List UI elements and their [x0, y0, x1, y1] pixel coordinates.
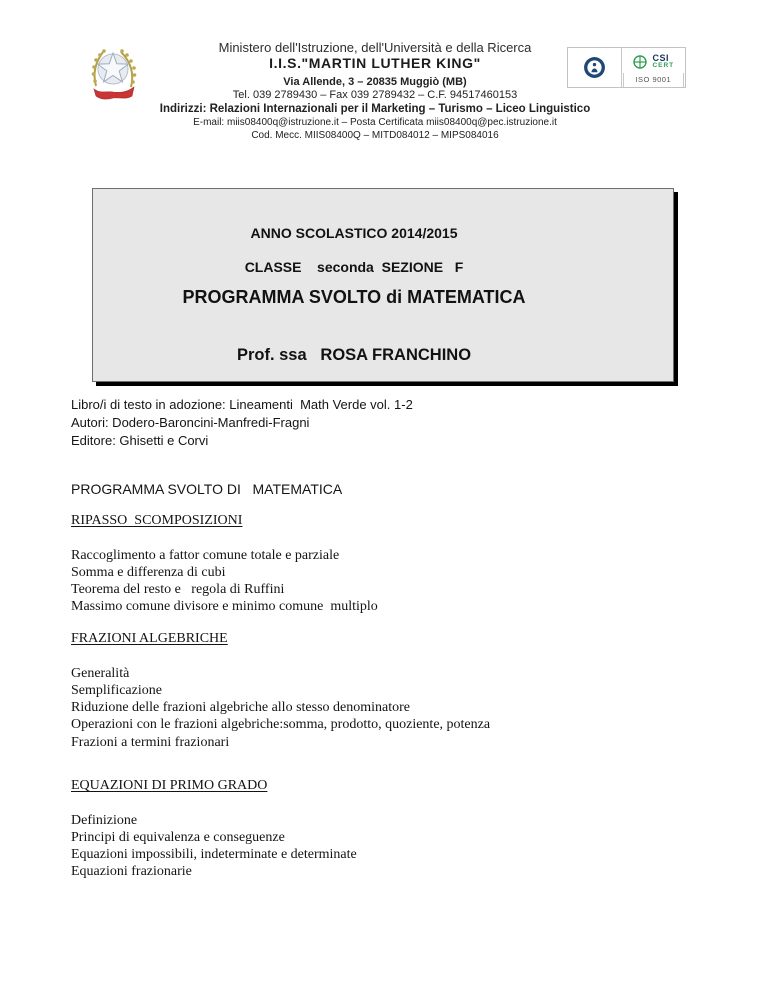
- textbook-info: [71, 396, 631, 450]
- italy-emblem-icon: [90, 45, 138, 103]
- phone-line: Tel. 039 2789430 – Fax 039 2789432 – C.F. 94517460153: [232, 89, 518, 101]
- letterhead-text: [140, 40, 610, 142]
- section-item: Riduzione delle frazioni algebriche allo stesso denominatore: [71, 700, 410, 716]
- spacer: [71, 529, 671, 546]
- certification-box: [567, 47, 686, 88]
- csi-globe-icon: [632, 54, 648, 70]
- section-title: FRAZIONI ALGEBRICHE: [71, 631, 228, 646]
- title-box: [92, 188, 674, 382]
- spacer: [71, 794, 671, 811]
- csi-label: CSI: [652, 52, 669, 63]
- section-title: RIPASSO SCOMPOSIZIONI: [71, 513, 243, 528]
- publisher-line: Editore: Ghisetti e Corvi: [71, 433, 209, 448]
- section-item: Operazioni con le frazioni algebriche:somma, prodotto, quoziente, potenza: [71, 717, 491, 733]
- section-frazioni-algebriche: [71, 630, 671, 751]
- textbook-line: Libro/i di testo in adozione: Lineamenti Math Verde vol. 1-2: [71, 397, 413, 412]
- section-item: Equazioni impossibili, indeterminate e determinate: [71, 847, 357, 863]
- csi-logo-row: [622, 48, 685, 73]
- iso-9001-label: ISO 9001: [623, 73, 684, 87]
- section-item: Generalità: [71, 665, 130, 681]
- section-item: Massimo comune divisore e minimo comune multiplo: [71, 599, 378, 615]
- address-line: Via Allende, 3 – 20835 Muggiò (MB): [283, 76, 467, 88]
- cert-label: CERT: [652, 61, 675, 69]
- email-line: E-mail: miis08400q@istruzione.it – Posta Certificata miis08400q@pec.istruzione.it: [193, 117, 557, 128]
- csi-wordmark: [652, 54, 674, 70]
- csi-cert-cell: [621, 48, 685, 87]
- section-item: Frazioni a termini frazionari: [71, 734, 230, 750]
- authors-line: Autori: Dodero-Baroncini-Manfredi-Fragni: [71, 415, 310, 430]
- section-item: Semplificazione: [71, 682, 162, 698]
- program-heading: PROGRAMMA SVOLTO DI MATEMATICA: [71, 481, 343, 497]
- section-item: Principi di equivalenza e conseguenze: [71, 829, 285, 845]
- spacer: [71, 647, 671, 664]
- school-name: I.I.S."MARTIN LUTHER KING": [269, 55, 481, 71]
- ministry-line: Ministero dell'Istruzione, dell'Università e della Ricerca: [218, 40, 532, 55]
- accredia-logo-icon: [583, 56, 606, 79]
- tracks-line: Indirizzi: Relazioni Internazionali per il Marketing – Turismo – Liceo Linguistico: [159, 103, 591, 115]
- program-title: PROGRAMMA SVOLTO di MATEMATICA: [182, 287, 526, 307]
- section-item: Teorema del resto e regola di Ruffini: [71, 582, 285, 598]
- section-ripasso-scomposizioni: [71, 512, 671, 616]
- section-equazioni-primo-grado: [71, 777, 671, 881]
- teacher-line: Prof. ssa ROSA FRANCHINO: [236, 346, 472, 364]
- class-section-line: CLASSE seconda SEZIONE F: [244, 259, 464, 275]
- section-item: Somma e differenza di cubi: [71, 564, 226, 580]
- section-item: Raccoglimento a fattor comune totale e parziale: [71, 547, 340, 563]
- section-title: EQUAZIONI DI PRIMO GRADO: [71, 778, 268, 793]
- mech-code-line: Cod. Mecc. MIIS08400Q – MITD084012 – MIPS084016: [251, 130, 499, 141]
- section-item: Definizione: [71, 812, 138, 828]
- accreditation-seal: [568, 48, 621, 87]
- section-item: Equazioni frazionarie: [71, 864, 192, 880]
- school-year-line: ANNO SCOLASTICO 2014/2015: [250, 225, 458, 241]
